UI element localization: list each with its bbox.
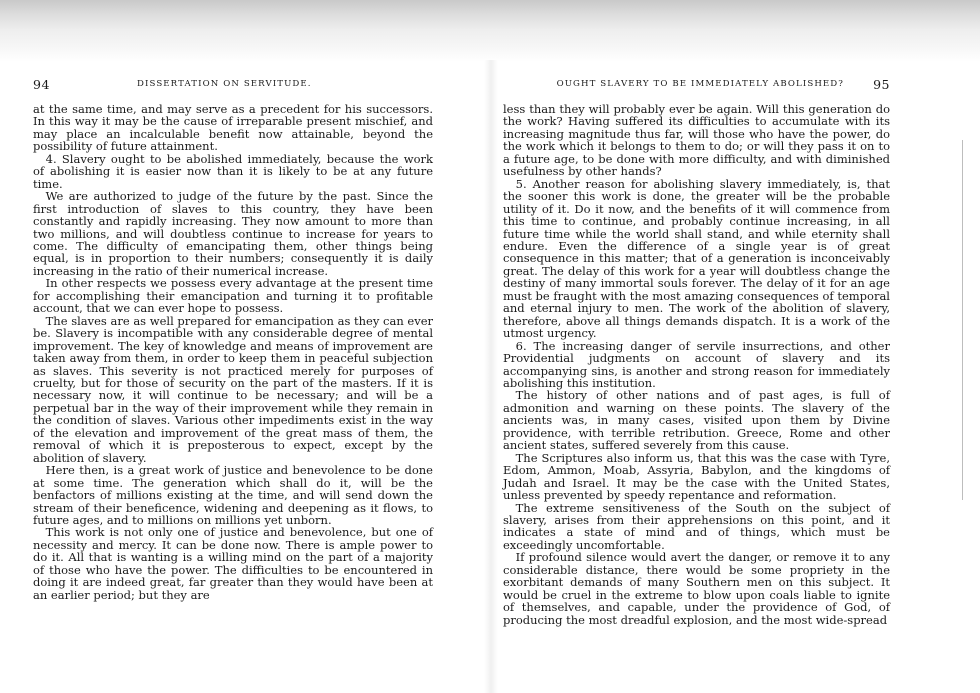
left-running-head: DISSERTATION ON SERVITUDE. xyxy=(137,79,312,89)
paragraph: The Scriptures also inform us, that this was the case with Tyre, Edom, Ammon, Moab, Assyria, Babylon, and the kingdoms of Judah and Israel. It may be the case with the United States, unless prevented by speedy repentance and reformation. xyxy=(503,450,890,503)
paragraph: Here then, is a great work of justice and benevolence to be done at some time. The generation which shall do it, will be the benfactors of millions existing at the time, and will send down the stream of their beneficence, widening and deepening as it flows, to future ages, and to millions on millions yet unborn. xyxy=(33,463,433,527)
left-page xyxy=(33,77,433,601)
right-page xyxy=(503,77,890,626)
book-gutter xyxy=(484,60,498,693)
paragraph: 6. The increasing danger of servile insurrections, and other Providential judgments on account of slavery and its accompanying sins, is another and strong reason for immediately abolishing this institution. xyxy=(503,338,890,390)
scan-top-shadow xyxy=(0,0,980,62)
paragraph: The extreme sensitiveness of the South on the subject of slavery, arises from their apprehensions on this point, and it indicates a state of mind and of things, which must be exceedingly uncomfortable. xyxy=(503,500,890,552)
paragraph: 5. Another reason for abolishing slavery immediately, is, that the sooner this work is done, the greater will be the probable utility of it. Do it now, and the benefits of it will commence from this time to continue, and probably continue increasing, in all future time while the world shall stand, and while eternity shall endure. Even the difference of a single year is of great consequence in this matter; that of a generation is inconceivably great. The delay of this work for a year will doubtless change the destiny of many immortal souls forever. The delay of it for an age must be fraught with the most amazing consequences of temporal and eternal injury to men. The work of the abolition of slavery, therefore, above all things demands dispatch. It is a work of the utmost urgency. xyxy=(503,176,890,341)
paragraph: at the same time, and may serve as a precedent for his successors. In this way it may be the cause of irreparable present mischief, and may place an incalculable benefit now attainable, beyond the possibility of future attainment. xyxy=(33,102,433,154)
paragraph: If profound silence would avert the danger, or remove it to any considerable distance, there would be some propriety in the exorbitant demands of many Southern men on this subject. It would be cruel in the extreme to blow upon coals liable to ignite of themselves, and capable, under the providence of God, of producing the most dreadful explosion, and the most wide-spread xyxy=(503,550,890,627)
left-page-body xyxy=(33,103,433,601)
paragraph: The slaves are as well prepared for emancipation as they can ever be. Slavery is incompatible with any considerable degree of mental improvement. The key of knowledge and means of improvement are taken away from them, in order to keep them in peaceful subjection as slaves. This severity is not practiced merely for purposes of cruelty, but for those of security on the part of the masters. If it is necessary now, it will continue to be necessary; and will be a perpetual bar in the way of their improvement while they remain in the condition of slaves. Various other impediments exist in the way of the elevation and improvement of the great mass of them, the removal of which it is preposterous to expect, except by the abolition of slavery. xyxy=(33,313,433,465)
paragraph: This work is not only one of justice and benevolence, but one of necessity and mercy. It can be done now. There is ample power to do it. All that is wanting is a willing mind on the part of a majority of those who have the power. The difficulties to be encountered in doing it are indeed great, far greater than they would have been at an earlier period; but they are xyxy=(33,525,433,602)
right-page-header xyxy=(503,77,890,93)
paragraph: less than they will probably ever be again. Will this generation do the work? Having suffered its difficulties to accumulate with its increasing magnitude thus far, will those who have the power, do the work which it belongs to them to do; or will they pass it on to a future age, to be done with more difficulty, and with diminished usefulness by other hands? xyxy=(503,102,890,179)
left-page-header xyxy=(33,77,433,93)
paragraph: The history of other nations and of past ages, is full of admonition and warning on these points. The slavery of the ancients was, in many cases, visited upon them by Divine providence, with terrible retribution. Greece, Rome and other ancient states, suffered severely from this cause. xyxy=(503,388,890,453)
left-page-number: 94 xyxy=(33,77,50,92)
right-running-head: OUGHT SLAVERY TO BE IMMEDIATELY ABOLISHED? xyxy=(556,79,844,89)
paragraph: In other respects we possess every advantage at the present time for accomplishing their emancipation and turning it to profitable account, that we can ever hope to possess. xyxy=(33,276,433,316)
paragraph: 4. Slavery ought to be abolished immediately, because the work of abolishing it is easier now than it is likely to be at any future time. xyxy=(33,151,433,191)
right-page-body xyxy=(503,103,890,626)
paragraph: We are authorized to judge of the future by the past. Since the first introduction of slaves to this country, they have been constantly and rapidly increasing. They now amount to more than two millions, and will doubtless continue to increase for years to come. The difficulty of emancipating them, other things being equal, is in proportion to their numbers; consequently it is daily increasing in the ratio of their numerical increase. xyxy=(33,189,433,278)
page-edge-line xyxy=(962,140,963,500)
right-page-number: 95 xyxy=(873,77,890,92)
